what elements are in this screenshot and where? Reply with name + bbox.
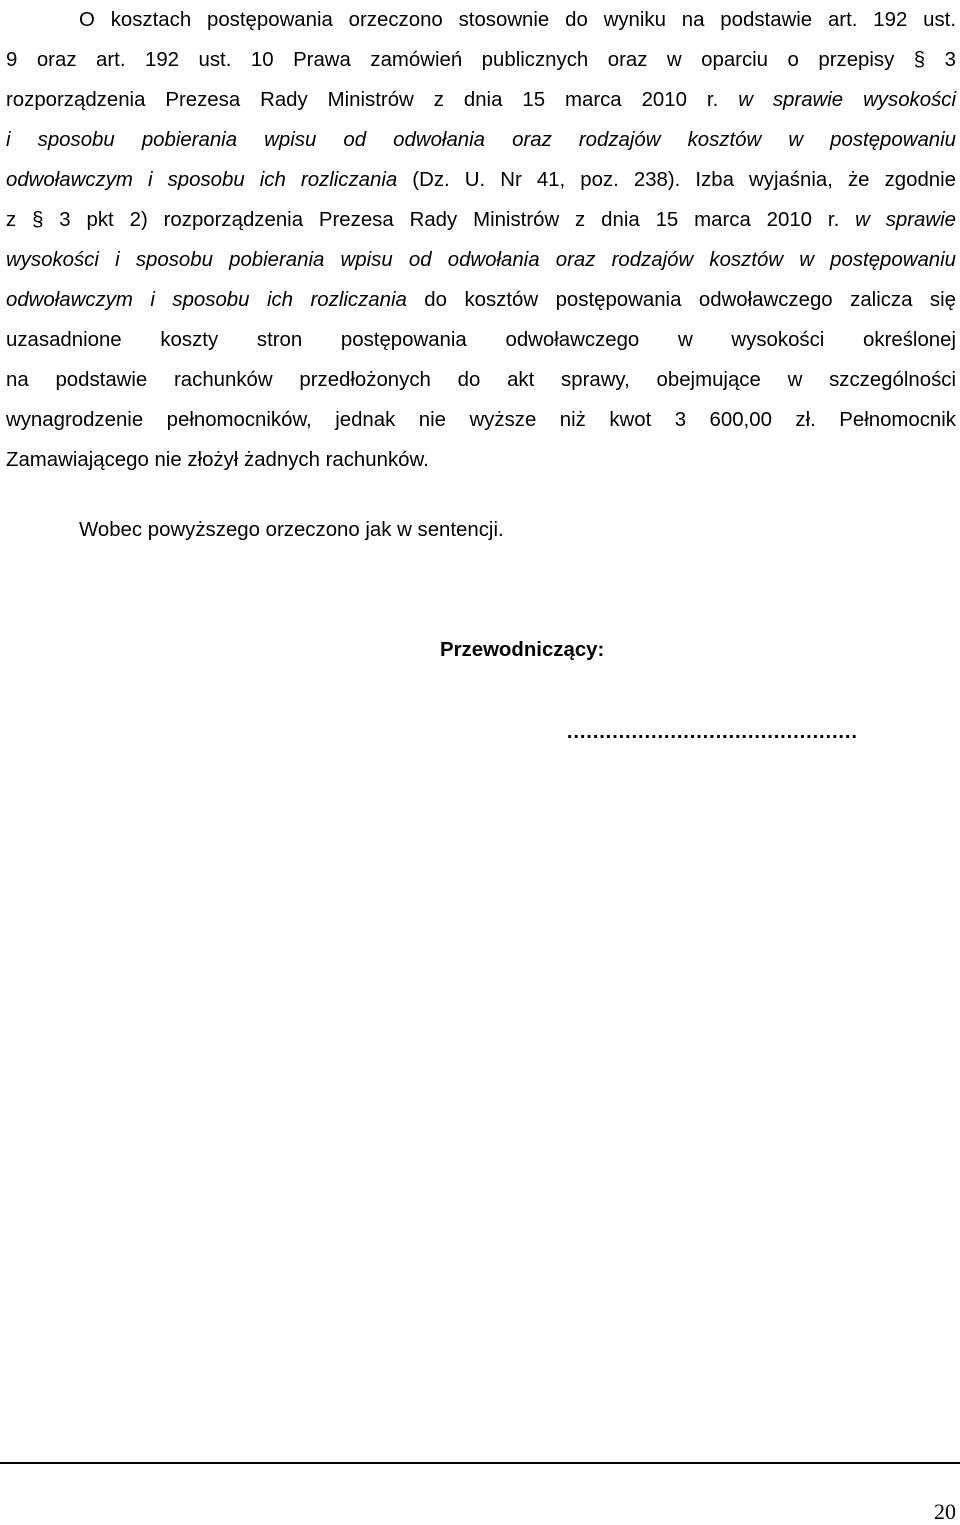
italic-citation-text: w sprawie wysokości — [738, 89, 956, 111]
paragraph-line — [6, 240, 956, 280]
paragraph-line — [6, 0, 956, 40]
italic-citation-text: w sprawie — [855, 209, 956, 231]
paragraph-text: rozporządzenia Prezesa Rady Ministrów z dnia 15 marca 2010 r. — [6, 89, 739, 111]
footer-rule — [0, 1462, 960, 1464]
paragraph-text: (Dz. U. Nr 41, poz. 238). Izba wyjaśnia, że zgodnie — [397, 169, 956, 191]
paragraph-text: z § 3 pkt 2) rozporządzenia Prezesa Rady Ministrów z dnia 15 marca 2010 r. — [6, 209, 856, 231]
paragraph-text: uzasadnione koszty stron postępowania odwoławczego w wysokości określonej — [6, 329, 956, 351]
reasoning-paragraph — [6, 0, 956, 480]
paragraph-text: 9 oraz art. 192 ust. 10 Prawa zamówień publicznych oraz w oparciu o przepisy § 3 — [6, 49, 956, 71]
page-number: 20 — [934, 1499, 956, 1524]
italic-citation-text: i sposobu pobierania wpisu od odwołania oraz rodzajów kosztów w postępowaniu — [6, 129, 956, 151]
italic-citation-text: odwoławczym i sposobu ich rozliczania — [6, 289, 407, 311]
paragraph-line — [6, 320, 956, 360]
italic-citation-text: wysokości i sposobu pobierania wpisu od odwołania oraz rodzajów kosztów w postępowaniu — [6, 249, 956, 271]
paragraph-line — [6, 440, 956, 480]
paragraph-text: na podstawie rachunków przedłożonych do akt sprawy, obejmujące w szczególności — [6, 369, 956, 391]
paragraph-line — [6, 200, 956, 240]
chairperson-label: Przewodniczący: — [440, 639, 605, 661]
paragraph-text: Zamawiającego nie złożył żadnych rachunków. — [6, 449, 429, 471]
paragraph-line — [6, 360, 956, 400]
paragraph-line — [6, 80, 956, 120]
paragraph-line — [6, 400, 956, 440]
paragraph-line — [6, 40, 956, 80]
italic-citation-text: odwoławczym i sposobu ich rozliczania — [6, 169, 398, 191]
signature-placeholder: ……………………………………… — [566, 721, 857, 743]
paragraph-text: do kosztów postępowania odwoławczego zalicza się — [406, 289, 956, 311]
paragraph-text: wynagrodzenie pełnomocników, jednak nie wyższe niż kwot 3 600,00 zł. Pełnomocnik — [6, 409, 956, 431]
paragraph-line — [6, 280, 956, 320]
paragraph-line — [6, 160, 956, 200]
paragraph-line — [6, 120, 956, 160]
paragraph-text: O kosztach postępowania orzeczono stosownie do wyniku na podstawie art. 192 ust. — [79, 9, 956, 31]
conclusion-sentence: Wobec powyższego orzeczono jak w sentencji. — [79, 519, 504, 541]
